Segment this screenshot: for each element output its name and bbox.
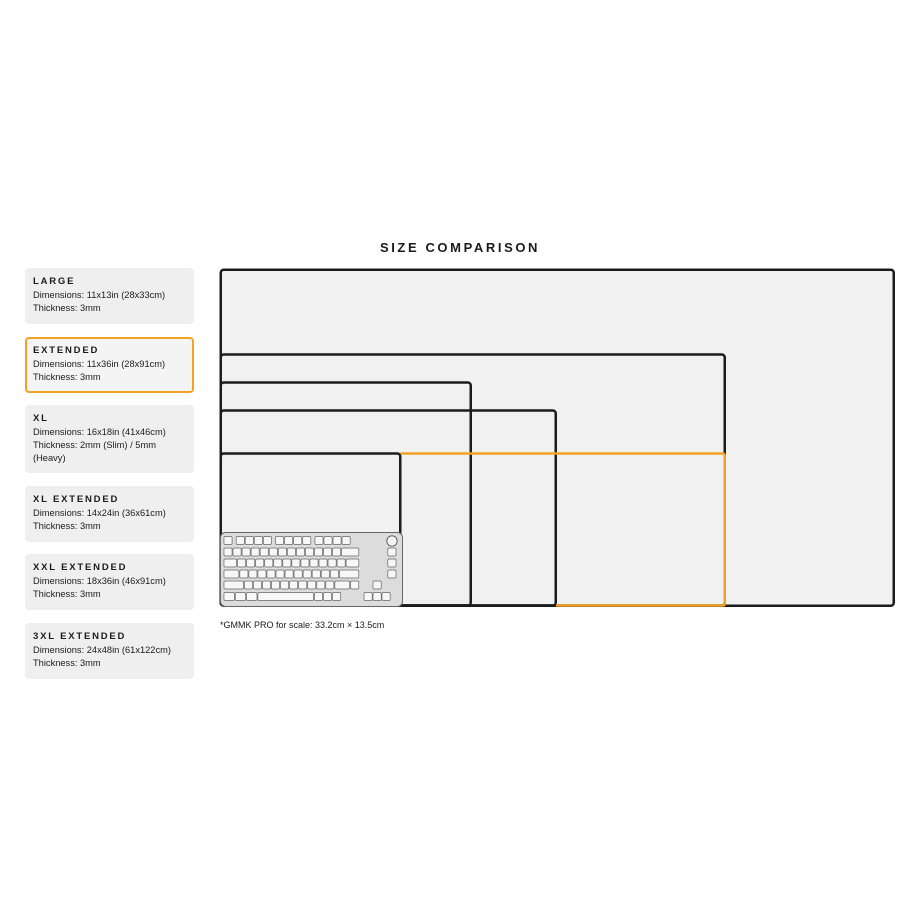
keycap xyxy=(236,537,244,545)
keycap xyxy=(260,548,268,556)
keycap xyxy=(240,570,248,578)
keycap xyxy=(351,581,359,589)
size-dimensions: Dimensions: 24x48in (61x122cm) xyxy=(33,645,171,655)
keycap xyxy=(324,537,332,545)
keycap xyxy=(292,559,300,567)
keycap xyxy=(388,559,396,567)
keycap xyxy=(262,581,270,589)
keycap xyxy=(269,548,277,556)
size-name: EXTENDED xyxy=(33,345,100,356)
keycap xyxy=(305,548,313,556)
keycap xyxy=(324,593,332,601)
size-thickness: Thickness: 3mm xyxy=(33,303,101,313)
keycap xyxy=(267,570,275,578)
keycap xyxy=(290,581,298,589)
keycap xyxy=(224,593,234,601)
size-name: XL EXTENDED xyxy=(33,494,120,505)
keycap xyxy=(245,537,253,545)
keycap xyxy=(303,570,311,578)
size-dimensions: Dimensions: 16x18in (41x46cm) xyxy=(33,427,166,437)
keycap xyxy=(224,537,232,545)
keycap xyxy=(224,559,237,567)
keycap xyxy=(339,570,358,578)
keycap xyxy=(337,559,345,567)
keycap xyxy=(324,548,332,556)
keycap xyxy=(342,548,359,556)
keycap xyxy=(388,570,396,578)
keycap xyxy=(235,593,245,601)
size-name: XL xyxy=(33,413,49,424)
keycap xyxy=(276,537,284,545)
keycap xyxy=(333,593,341,601)
keycap xyxy=(271,581,279,589)
page-title: SIZE COMPARISON xyxy=(379,240,541,255)
keycap xyxy=(276,570,284,578)
keycap xyxy=(388,548,396,556)
scale-footnote: *GMMK PRO for scale: 33.2cm × 13.5cm xyxy=(220,620,385,630)
keycap xyxy=(333,537,341,545)
keycap xyxy=(328,559,336,567)
keycap xyxy=(335,581,350,589)
keycap xyxy=(265,559,273,567)
keycap xyxy=(319,559,327,567)
keycap xyxy=(278,548,286,556)
keycap xyxy=(314,593,322,601)
keycap xyxy=(233,548,241,556)
keycap xyxy=(238,559,246,567)
keycap xyxy=(254,537,262,545)
keycap xyxy=(224,570,239,578)
keycap xyxy=(308,581,316,589)
keycap xyxy=(315,537,323,545)
keycap xyxy=(317,581,325,589)
size-dimensions: Dimensions: 11x13in (28x33cm) xyxy=(33,290,166,300)
keycap xyxy=(274,559,282,567)
size-thickness: Thickness: 3mm xyxy=(33,521,101,531)
keycap xyxy=(312,570,320,578)
size-dimensions: Dimensions: 14x24in (36x61cm) xyxy=(33,508,166,518)
keycap xyxy=(373,581,381,589)
keycap xyxy=(285,537,293,545)
keycap xyxy=(242,548,250,556)
keycap xyxy=(256,559,264,567)
size-thickness: Thickness: 3mm xyxy=(33,372,101,382)
keycap xyxy=(251,548,259,556)
size-name: XXL EXTENDED xyxy=(33,562,128,573)
keycap xyxy=(283,559,291,567)
keycap xyxy=(224,581,243,589)
keyboard-knob xyxy=(387,536,397,546)
size-name: 3XL EXTENDED xyxy=(33,631,127,642)
keycap xyxy=(224,548,232,556)
size-thickness: Thickness: 2mm (Slim) / 5mm xyxy=(33,440,156,450)
keycap xyxy=(294,570,302,578)
keycap xyxy=(287,548,295,556)
size-thickness-extra: (Heavy) xyxy=(33,453,66,463)
keycap xyxy=(373,593,381,601)
keycap xyxy=(301,559,309,567)
keycap xyxy=(244,581,252,589)
keycap xyxy=(249,570,257,578)
size-thickness: Thickness: 3mm xyxy=(33,589,101,599)
keycap xyxy=(294,537,302,545)
keycap xyxy=(382,593,390,601)
keycap xyxy=(326,581,334,589)
keycap xyxy=(299,581,307,589)
keycap xyxy=(296,548,304,556)
keycap xyxy=(263,537,271,545)
keycap xyxy=(342,537,350,545)
keycap xyxy=(253,581,261,589)
keycap xyxy=(364,593,372,601)
keycap xyxy=(285,570,293,578)
keycap xyxy=(281,581,289,589)
keycap xyxy=(333,548,341,556)
keycap xyxy=(303,537,311,545)
keycap xyxy=(346,559,359,567)
keycap xyxy=(258,570,266,578)
keycap xyxy=(247,593,257,601)
size-name: LARGE xyxy=(33,276,76,287)
keycap xyxy=(314,548,322,556)
keycap xyxy=(321,570,329,578)
size-dimensions: Dimensions: 18x36in (46x91cm) xyxy=(33,576,166,586)
keycap xyxy=(310,559,318,567)
gmmk-pro-keyboard-icon xyxy=(221,533,403,607)
keycap xyxy=(330,570,338,578)
keycap xyxy=(247,559,255,567)
keycap xyxy=(258,593,314,601)
size-dimensions: Dimensions: 11x36in (28x91cm) xyxy=(33,359,166,369)
size-thickness: Thickness: 3mm xyxy=(33,658,101,668)
